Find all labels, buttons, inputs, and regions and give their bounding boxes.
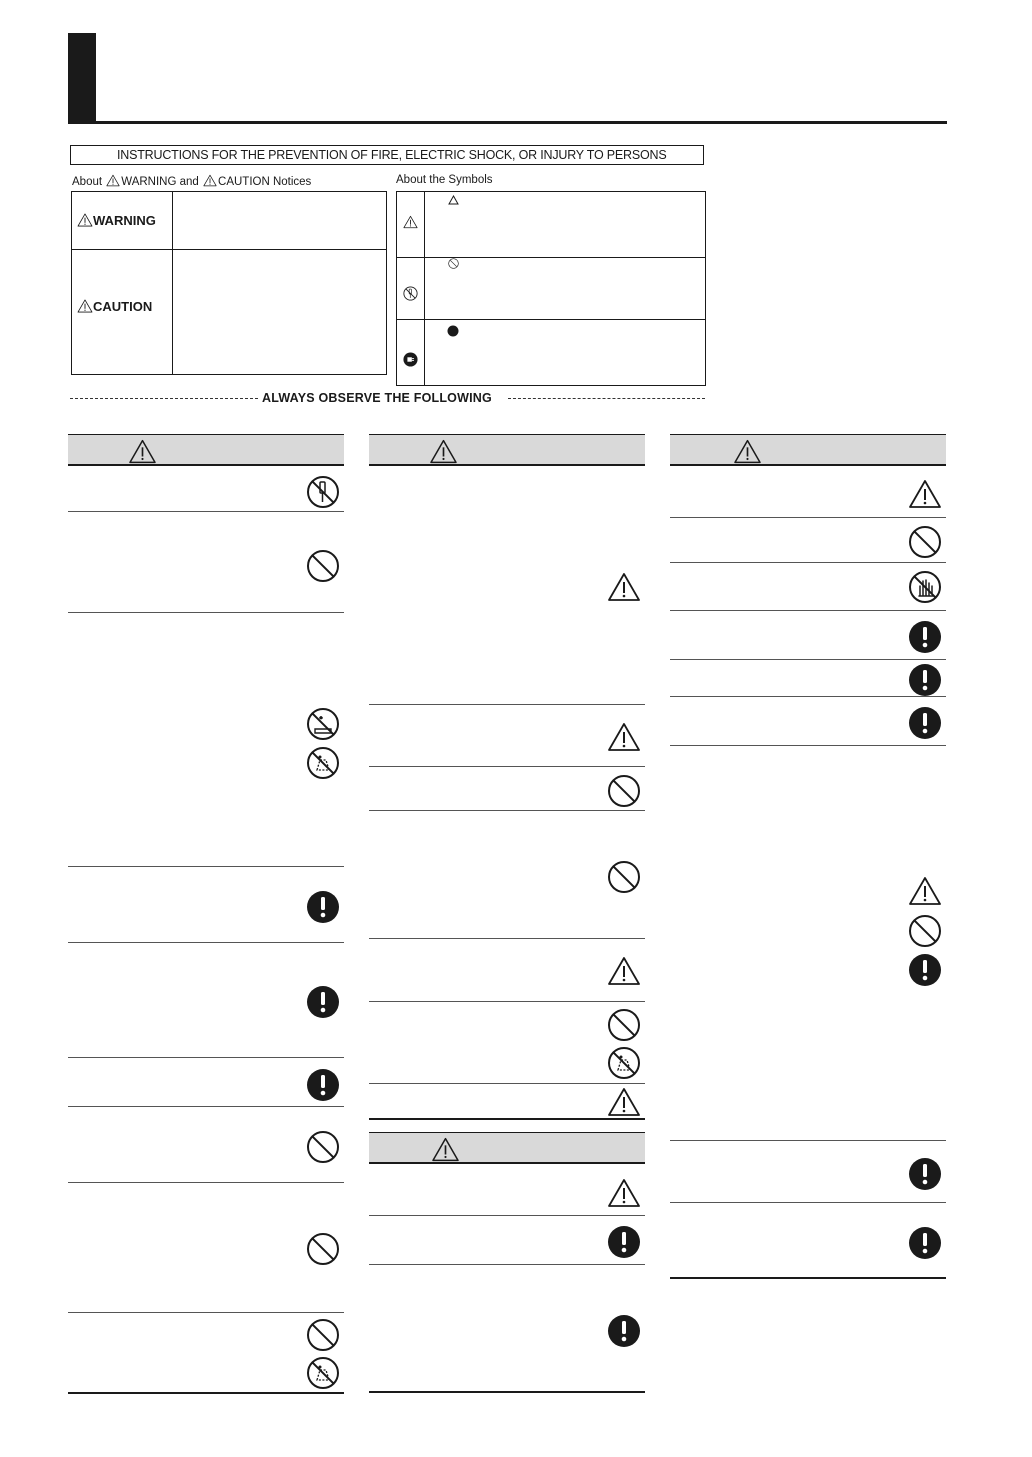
- no-wet-hands-icon: [306, 746, 340, 780]
- mandatory-icon: [908, 663, 942, 697]
- no-water-icon: [306, 707, 340, 741]
- mandatory-icon: [908, 620, 942, 654]
- warning-triangle-icon: [77, 213, 93, 227]
- warning-triangle-icon: [203, 174, 217, 187]
- row-divider: [369, 766, 645, 767]
- dashed-divider: [508, 398, 705, 399]
- caution-column-header: [369, 1132, 645, 1164]
- row-divider: [369, 1001, 645, 1002]
- filled-dot-marker: [447, 325, 459, 337]
- warning-column-header: [68, 434, 344, 466]
- mandatory-icon: [607, 1314, 641, 1348]
- row-divider: [369, 1083, 645, 1084]
- table-divider: [72, 249, 386, 250]
- prohibition-icon: [908, 525, 942, 559]
- no-disassemble-icon: [403, 286, 418, 301]
- row-divider: [369, 1264, 645, 1265]
- mandatory-icon: [908, 1157, 942, 1191]
- row-divider: [369, 704, 645, 705]
- prohibition-icon: [908, 914, 942, 948]
- row-divider: [369, 938, 645, 939]
- warning-triangle-icon: [607, 572, 641, 602]
- table-divider: [172, 192, 173, 374]
- prohibition-icon: [306, 1232, 340, 1266]
- column-end-rule: [670, 1277, 946, 1279]
- row-divider: [68, 1312, 344, 1313]
- warning-triangle-icon: [607, 956, 641, 986]
- prohibition-icon: [607, 774, 641, 808]
- warning-triangle-icon: [908, 876, 942, 906]
- warning-column-header: [369, 434, 645, 466]
- warning-triangle-icon: [607, 1087, 641, 1117]
- caution-column-header: [670, 434, 946, 466]
- prohibition-icon: [306, 1130, 340, 1164]
- row-divider: [68, 511, 344, 512]
- no-wet-hands-icon: [607, 1046, 641, 1080]
- prohibition-icon: [306, 549, 340, 583]
- row-divider: [670, 1202, 946, 1203]
- row-divider: [68, 866, 344, 867]
- warning-triangle-icon: [429, 439, 458, 464]
- warning-triangle-icon: [128, 439, 157, 464]
- prohibition-icon: [607, 860, 641, 894]
- row-divider: [68, 942, 344, 943]
- row-divider: [670, 659, 946, 660]
- mandatory-icon: [607, 1225, 641, 1259]
- table-divider: [424, 192, 425, 385]
- warning-triangle-icon: [403, 215, 418, 229]
- row-divider: [68, 1057, 344, 1058]
- no-wet-hands-icon: [306, 1356, 340, 1390]
- warning-triangle-icon: [908, 479, 942, 509]
- dashed-divider: [70, 398, 258, 399]
- warning-triangle-icon: [607, 1178, 641, 1208]
- column-end-rule: [68, 1392, 344, 1394]
- mandatory-icon: [908, 953, 942, 987]
- mandatory-icon: [908, 1226, 942, 1260]
- row-divider: [670, 1140, 946, 1141]
- warning-label: WARNING: [77, 213, 156, 228]
- row-divider: [68, 1106, 344, 1107]
- warning-triangle-icon: [106, 174, 120, 187]
- table-divider: [397, 257, 705, 258]
- symbols-table: [396, 191, 706, 386]
- row-divider: [670, 517, 946, 518]
- warning-triangle-icon: [77, 299, 93, 313]
- row-divider: [670, 696, 946, 697]
- symbols-caption: About the Symbols: [396, 174, 493, 186]
- warning-triangle-icon: [607, 722, 641, 752]
- table-divider: [397, 319, 705, 320]
- always-observe-heading: ALWAYS OBSERVE THE FOLLOWING: [262, 391, 492, 405]
- column-end-rule: [369, 1391, 645, 1393]
- column-end-rule: [369, 1118, 645, 1120]
- mandatory-icon: [306, 985, 340, 1019]
- no-touch-icon: [908, 570, 942, 604]
- banner-title: INSTRUCTIONS FOR THE PREVENTION OF FIRE, ELECTRIC SHOCK, OR INJURY TO PERSONS: [117, 148, 667, 162]
- warning-triangle-icon: [431, 1137, 460, 1162]
- notices-caption: About WARNING and CAUTION Notices: [72, 176, 312, 188]
- notices-table: [71, 191, 387, 375]
- prohibition-marker: [448, 258, 459, 269]
- no-disassemble-icon: [306, 475, 340, 509]
- prohibition-icon: [306, 1318, 340, 1352]
- mandatory-icon: [908, 706, 942, 740]
- mandatory-icon: [306, 890, 340, 924]
- caution-label: CAUTION: [77, 299, 152, 314]
- row-divider: [670, 745, 946, 746]
- warning-triangle-icon: [733, 439, 762, 464]
- row-divider: [369, 1215, 645, 1216]
- instructions-banner: [70, 145, 704, 165]
- row-divider: [670, 562, 946, 563]
- mandatory-icon: [306, 1068, 340, 1102]
- triangle-outline-marker: [448, 195, 459, 205]
- chapter-tab: [68, 33, 96, 123]
- header-rule: [68, 121, 947, 124]
- row-divider: [68, 612, 344, 613]
- row-divider: [670, 610, 946, 611]
- row-divider: [369, 810, 645, 811]
- row-divider: [68, 1182, 344, 1183]
- prohibition-icon: [607, 1008, 641, 1042]
- unplug-icon: [403, 352, 418, 367]
